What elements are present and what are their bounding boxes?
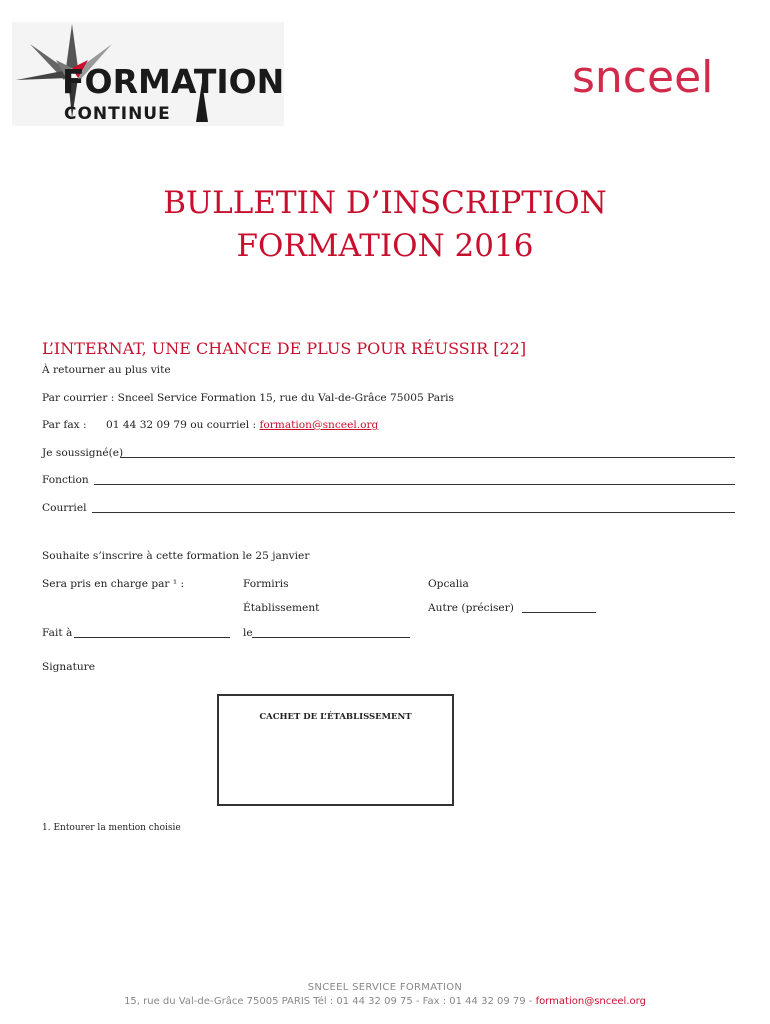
option-formiris[interactable]: Formiris (243, 578, 289, 590)
course-subtitle: L’INTERNAT, UNE CHANCE DE PLUS POUR RÉUSSIR [22] (42, 339, 527, 358)
fax-value: 01 44 32 09 79 ou courriel : (106, 419, 257, 431)
footer-address (0, 996, 770, 1007)
title-line1: BULLETIN D’INSCRIPTION (163, 185, 607, 221)
footer-email-link[interactable]: formation@snceel.org (535, 996, 646, 1007)
soussigne-field[interactable] (120, 457, 735, 458)
email-link[interactable]: formation@snceel.org (259, 419, 379, 431)
fonction-field[interactable] (94, 484, 735, 485)
courriel-field[interactable] (92, 512, 735, 513)
courriel-label: Courriel (42, 502, 87, 514)
return-fax-label: Par fax : (42, 419, 87, 431)
le-label: le (243, 627, 253, 639)
return-courrier: Par courrier : Snceel Service Formation 15, rue du Val-de-Grâce 75005 Paris (42, 392, 454, 404)
formation-continue-logo (12, 22, 284, 126)
autre-field[interactable] (522, 612, 596, 613)
snceel-logo-text: snceel (572, 52, 714, 103)
date-field[interactable] (252, 637, 410, 638)
footnote: 1. Entourer la mention choisie (42, 823, 181, 833)
return-fax (106, 419, 378, 431)
signature-label: Signature (42, 661, 95, 673)
souhaite-text: Souhaite s’inscrire à cette formation le 25 janvier (42, 550, 310, 562)
snceel-logo (572, 52, 732, 108)
title-line2: FORMATION 2016 (236, 228, 534, 264)
footer-address-text: 15, rue du Val-de-Grâce 75005 PARIS Tél : 01 44 32 09 75 - Fax : 01 44 32 09 79 - (124, 996, 533, 1007)
option-opcalia[interactable]: Opcalia (428, 578, 469, 590)
option-etablissement[interactable]: Établissement (243, 602, 320, 614)
cachet-box[interactable] (217, 694, 454, 806)
fonction-label: Fonction (42, 474, 89, 486)
soussigne-label: Je soussigné(e) (42, 447, 124, 459)
return-heading: À retourner au plus vite (42, 364, 171, 376)
page-title (0, 182, 770, 268)
fait-a-label: Fait à (42, 627, 73, 639)
fait-a-field[interactable] (74, 637, 230, 638)
logo-formation-text: FORMATION (62, 62, 285, 101)
footer-title: SNCEEL SERVICE FORMATION (307, 982, 463, 993)
logo-continue-text: CONTINUE (64, 104, 171, 124)
prise-en-charge-label: Sera pris en charge par ¹ : (42, 578, 185, 590)
option-autre[interactable]: Autre (préciser) (428, 602, 514, 614)
cachet-label: CACHET DE L’ÉTABLISSEMENT (259, 712, 412, 722)
